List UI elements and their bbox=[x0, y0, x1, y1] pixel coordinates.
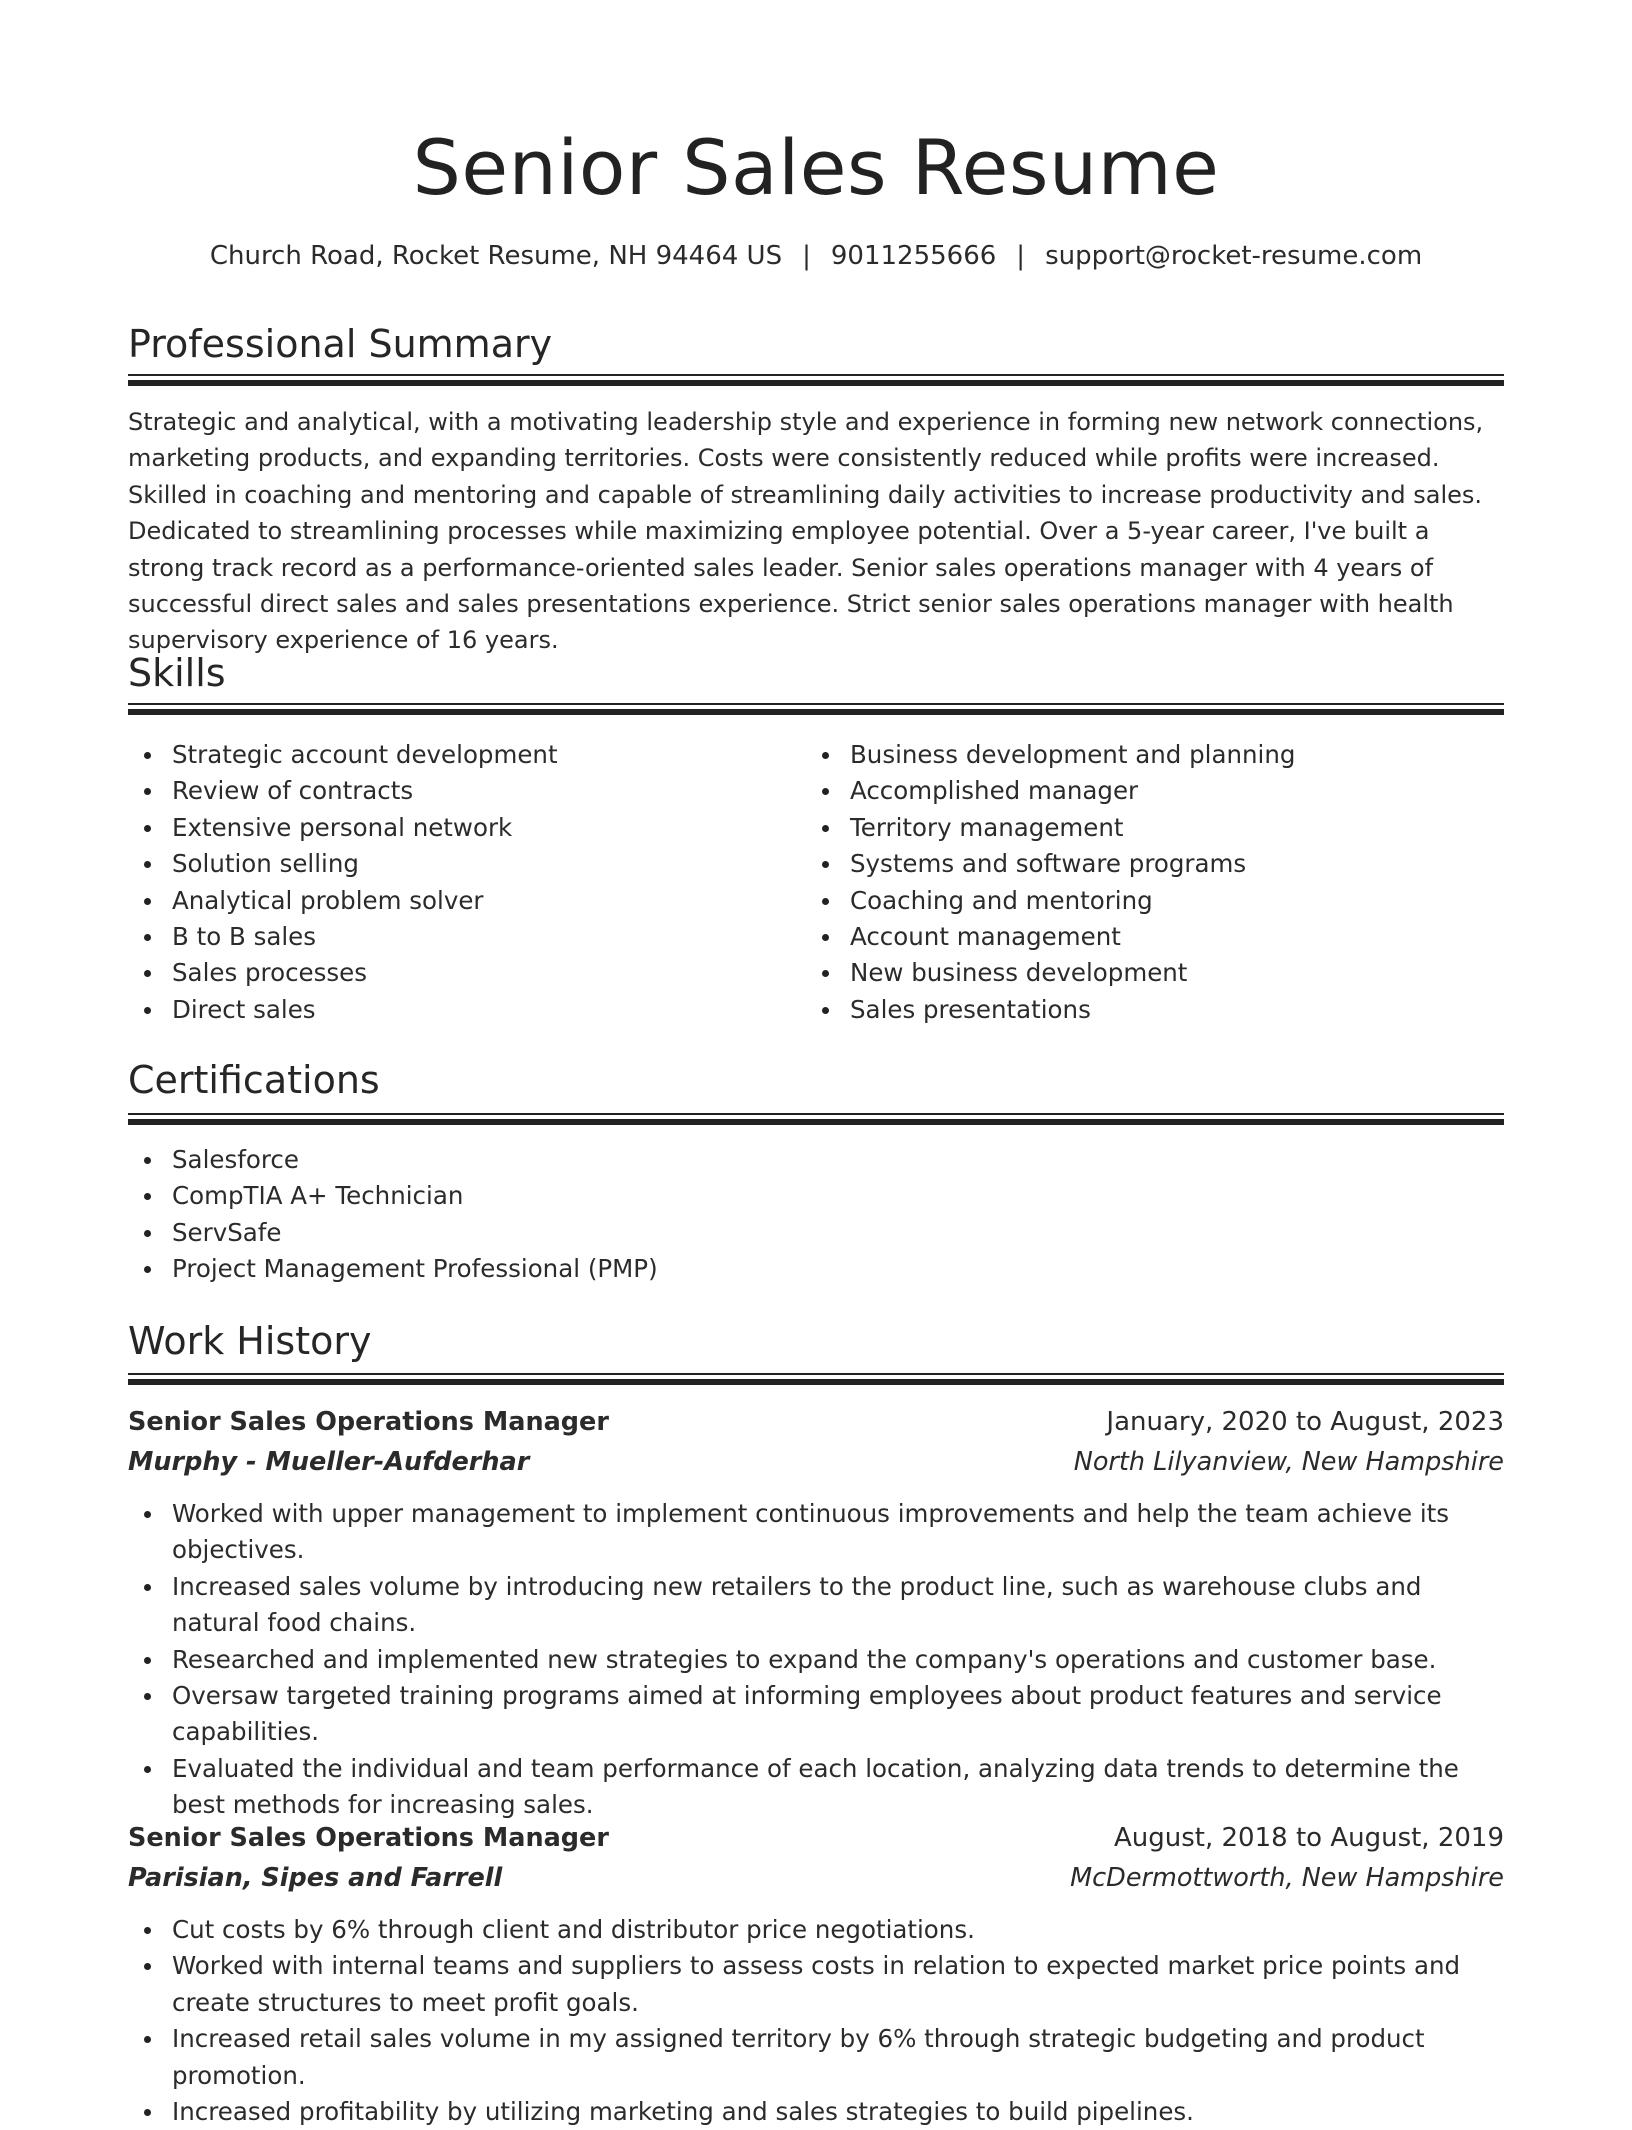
job-bullet: Increased retail sales volume in my assigned territory by 6% through strategic budgeting and product promotion. bbox=[172, 2021, 1504, 2094]
skill-item: Systems and software programs bbox=[850, 846, 1500, 882]
skill-item: Analytical problem solver bbox=[172, 883, 812, 919]
skill-item: Account management bbox=[850, 919, 1500, 955]
certification-item: Project Management Professional (PMP) bbox=[172, 1251, 1504, 1287]
job-subheader bbox=[128, 1858, 1504, 1898]
contact-separator: | bbox=[802, 241, 811, 271]
job-company: Murphy - Mueller-Aufderhar bbox=[128, 1447, 530, 1477]
job-bullets bbox=[128, 1496, 1504, 1824]
job-bullet: Oversaw targeted training programs aimed at informing employees about product features and service capabilities. bbox=[172, 1678, 1504, 1751]
skill-item: Strategic account development bbox=[172, 737, 812, 773]
job-header bbox=[128, 1402, 1504, 1442]
job-bullets bbox=[128, 1912, 1504, 2130]
job-company: Parisian, Sipes and Farrell bbox=[128, 1863, 503, 1893]
skill-item: Accomplished manager bbox=[850, 773, 1500, 809]
contact-separator: | bbox=[1016, 241, 1026, 271]
job-title: Senior Sales Operations Manager bbox=[128, 1407, 609, 1437]
skills-list-left bbox=[128, 737, 812, 1028]
certification-item: CompTIA A+ Technician bbox=[172, 1178, 1504, 1214]
skill-item: Extensive personal network bbox=[172, 810, 812, 846]
job-bullet: Cut costs by 6% through client and distributor price negotiations. bbox=[172, 1912, 1504, 1948]
skills-list-right bbox=[806, 737, 1500, 1028]
job-bullet: Worked with internal teams and suppliers to assess costs in relation to expected market price points and create structures to meet profit goals. bbox=[172, 1948, 1504, 2021]
summary-text: Strategic and analytical, with a motivating leadership style and experience in forming new network connections, marketing products, and expanding territories. Costs were consistently reduced while profits were increased. Skilled in coaching and mentoring and capable of streamlining daily activities to increase productivity and sales. Dedicated to streamlining processes while maximizing employee potential. Over a 5-year career, I've built a strong track record as a performance-oriented sales leader. Senior sales operations manager with 4 years of successful direct sales and sales presentations experience. Strict senior sales operations manager with health supervisory experience of 16 years. bbox=[128, 408, 1484, 655]
job-bullet: Worked with upper management to implement continuous improvements and help the team achieve its objectives. bbox=[172, 1496, 1504, 1569]
section-heading-certifications: Certifications bbox=[128, 1058, 380, 1102]
job-subheader bbox=[128, 1442, 1504, 1482]
contact-line bbox=[128, 236, 1504, 276]
skill-item: Business development and planning bbox=[850, 737, 1500, 773]
certification-item: Salesforce bbox=[172, 1142, 1504, 1178]
section-heading-skills: Skills bbox=[128, 651, 226, 695]
job-location: McDermottworth, New Hampshire bbox=[1070, 1863, 1504, 1893]
skill-item: B to B sales bbox=[172, 919, 812, 955]
job-dates: January, 2020 to August, 2023 bbox=[1106, 1407, 1504, 1437]
skill-item: Sales processes bbox=[172, 955, 812, 991]
section-heading-work-history: Work History bbox=[128, 1319, 372, 1363]
job-dates: August, 2018 to August, 2019 bbox=[1114, 1823, 1504, 1853]
job-bullet: Researched and implemented new strategies to expand the company's operations and customer base. bbox=[172, 1642, 1504, 1678]
job-header bbox=[128, 1818, 1504, 1858]
section-heading-summary: Professional Summary bbox=[128, 322, 553, 366]
certification-item: ServSafe bbox=[172, 1215, 1504, 1251]
section-divider bbox=[128, 1113, 1504, 1123]
section-divider bbox=[128, 1373, 1504, 1383]
job-title: Senior Sales Operations Manager bbox=[128, 1823, 609, 1853]
contact-phone: 9011255666 bbox=[830, 241, 997, 271]
job-location: North Lilyanview, New Hampshire bbox=[1073, 1447, 1504, 1477]
skill-item: Solution selling bbox=[172, 846, 812, 882]
section-divider bbox=[128, 703, 1504, 713]
skill-item: New business development bbox=[850, 955, 1500, 991]
resume-title: Senior Sales Resume bbox=[412, 123, 1220, 212]
contact-email: support@rocket-resume.com bbox=[1045, 241, 1423, 271]
contact-address: Church Road, Rocket Resume, NH 94464 US bbox=[209, 241, 783, 271]
skill-item: Direct sales bbox=[172, 992, 812, 1028]
job-bullet: Increased profitability by utilizing marketing and sales strategies to build pipelines. bbox=[172, 2094, 1504, 2130]
skill-item: Territory management bbox=[850, 810, 1500, 846]
job-bullet: Evaluated the individual and team performance of each location, analyzing data trends to determine the best methods for increasing sales. bbox=[172, 1751, 1504, 1824]
skill-item: Sales presentations bbox=[850, 992, 1500, 1028]
skill-item: Review of contracts bbox=[172, 773, 812, 809]
certifications-list bbox=[128, 1142, 1504, 1288]
job-bullet: Increased sales volume by introducing new retailers to the product line, such as warehouse clubs and natural food chains. bbox=[172, 1569, 1504, 1642]
section-divider bbox=[128, 374, 1504, 384]
skill-item: Coaching and mentoring bbox=[850, 883, 1500, 919]
